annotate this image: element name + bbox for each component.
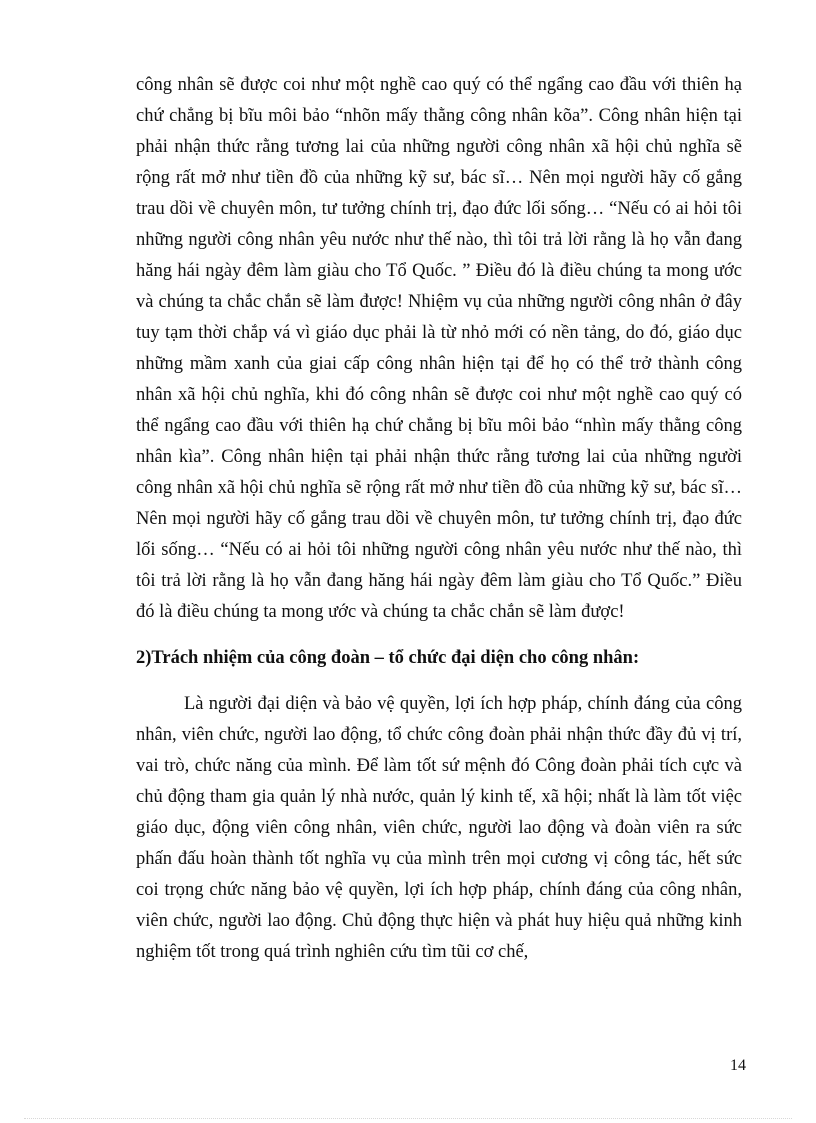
body-paragraph: Là người đại diện và bảo vệ quyền, lợi ích hợp pháp, chính đáng của công nhân, viên chức, người lao động, tổ chức công đoàn phải nhận thức đầy đủ vị trí, vai trò, chức năng của mình. Để làm tốt sứ mệnh đó Công đoàn phải tích cực và chủ động tham gia quản lý nhà nước, quản lý kinh tế, xã hội; nhất là làm tốt việc giáo dục, động viên công nhân, viên chức, người lao động và đoàn viên ra sức phấn đấu hoàn thành tốt nghĩa vụ của mình trên mọi cương vị công tác, hết sức coi trọng chức năng bảo vệ quyền, lợi ích hợp pháp, chính đáng của công nhân, viên chức, người lao động. Chủ động thực hiện và phát huy hiệu quả những kinh nghiệm tốt trong quá trình nghiên cứu tìm tũi cơ chế, — [136, 694, 742, 962]
page-body — [136, 70, 742, 968]
page-number: 14 — [730, 1057, 746, 1074]
section-heading: 2)Trách nhiệm của công đoàn – tổ chức đại diện cho công nhân: — [136, 648, 640, 668]
page-bottom-border — [24, 1118, 792, 1119]
body-paragraph: công nhân sẽ được coi như một nghề cao quý có thể ngẩng cao đầu với thiên hạ chứ chẳng bị bĩu môi bảo “nhõn mấy thằng công nhân kõa”. Công nhân hiện tại phải nhận thức rằng tương lai của những người công nhân xã hội chủ nghĩa sẽ rộng rất mở như tiền đồ của những kỹ sư, bác sĩ… Nên mọi người hãy cố gắng trau dồi về chuyên môn, tư tưởng chính trị, đạo đức lối sống… “Nếu có ai hỏi tôi những người công nhân yêu nước như thế nào, thì tôi trả lời rằng là họ vẫn đang hăng hái ngày đêm làm giàu cho Tổ Quốc. ” Điều đó là điều chúng ta mong ước và chúng ta chắc chắn sẽ làm được! Nhiệm vụ của những người công nhân ở đây tuy tạm thời chắp vá vì giáo dục phải là từ nhỏ mới có nền tảng, do đó, giáo dục những mầm xanh của giai cấp công nhân hiện tại để họ có thể trở thành công nhân xã hội chủ nghĩa, khi đó công nhân sẽ được coi như một nghề cao quý có thể ngẩng cao đầu với thiên hạ chứ chẳng bị bĩu môi bảo “nhìn mấy thằng công nhân kìa”. Công nhân hiện tại phải nhận thức rằng tương lai của những người công nhân xã hội chủ nghĩa sẽ rộng rất mở như tiền đồ của những kỹ sư, bác sĩ… Nên mọi người hãy cố gắng trau dồi về chuyên môn, tư tưởng chính trị, đạo đức lối sống… “Nếu có ai hỏi tôi những người công nhân yêu nước như thế nào, thì tôi trả lời rằng là họ vẫn đang hăng hái ngày đêm làm giàu cho Tổ Quốc.” Điều đó là điều chúng ta mong ước và chúng ta chắc chắn sẽ làm được! — [136, 75, 742, 622]
